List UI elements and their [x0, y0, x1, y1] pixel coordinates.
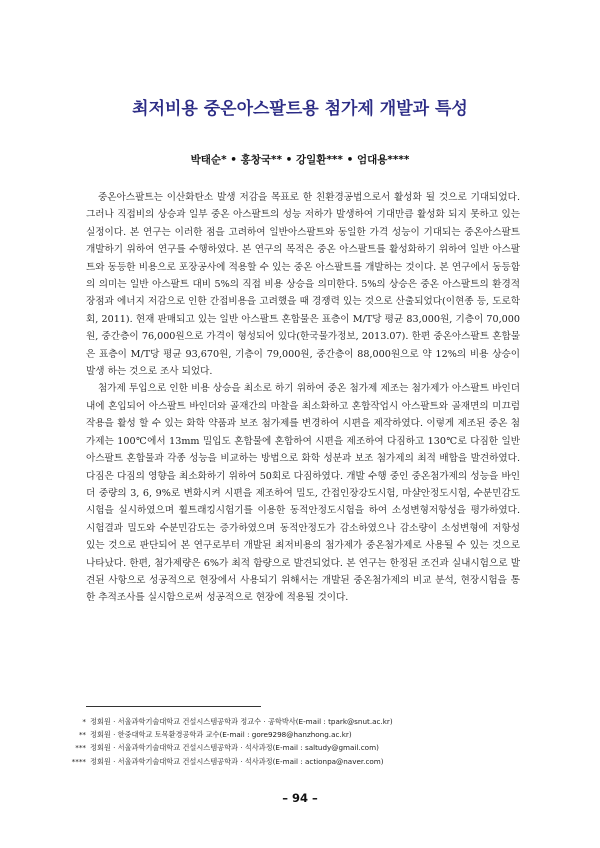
paper-title: 최저비용 중온아스팔트용 첨가제 개발과 특성: [132, 99, 468, 119]
footnote-mark: **: [78, 730, 86, 740]
abstract-paragraph: 중온아스팔트는 이산화탄소 발생 저감을 목표로 한 친환경공법으로서 활성화 될 것으로 기대되었다. 그러나 직접비의 상승과 일부 중온 아스팔트의 성능 저하가 발생하여 기대만큼 활성화 되지 못하고 있는 실정이다. 본 연구는 이러한 점을 고려하여 일반아스팔트와 동일한 가격 성능이 기대되는 중온아스팔트 개발하기 위하여 연구를 수행하였다. 본 연구의 목적은 중온 아스팔트를 활성화하기 위하여 일반 아스팔트와 동등한 비용으로 포장공사에 적용할 수 있는 중온 아스팔트를 개발하는 것이다. 본 연구에서 동등함의 의미는 일반 아스팔트 대비 5%의 직접 비용 상승을 의미한다. 5%의 상승은 중온 아스팔트의 환경적 장점과 에너지 저감으로 인한 간접비용을 고려했을 때 경쟁력 있는 것으로 산출되었다(이현종 등, 도로학회, 2011). 현재 판매되고 있는 일반 아스팔트 혼합물은 표층이 M/T당 평균 83,000원, 기층이 70,000원, 중간층이 76,000원으로 가격이 형성되어 있다(한국물가정보, 2013.07). 한편 중온아스팔트 혼합물은 표층이 M/T당 평균 93,670원, 기층이 79,000원, 중간층이 88,000원으로 약 12%의 비용 상승이 발생 하는 것으로 조사 되었다.: [86, 192, 520, 378]
footnote-text: 정회원 · 서울과학기술대학교 건설시스템공학과 · 석사과정(E-mail : actionpa@naver.com): [90, 756, 384, 766]
footnote-mark: *: [82, 717, 86, 726]
footnote-item: [60, 755, 530, 768]
footnotes: [60, 715, 530, 768]
footnote-text: 정회원 · 서울과학기술대학교 건설시스템공학과 · 석사과정(E-mail : saltudy@gmail.com): [90, 743, 379, 753]
footnote-mark: ***: [75, 743, 86, 753]
footnote-text: 정회원 · 서울과학기술대학교 건설시스템공학과 정교수 · 공학박사(E-mail : tpark@snut.ac.kr): [90, 717, 393, 726]
footnote-item: [60, 728, 530, 741]
author-list: 박태순* • 홍창국** • 강일환*** • 엄대용****: [190, 154, 410, 166]
abstract-paragraph: 첨가제 투입으로 인한 비용 상승을 최소로 하기 위하여 중온 첨가제 제조는 첨가제가 아스팔트 바인더 내에 혼입되어 아스팔트 바인더와 골재간의 마찰을 최소화하고 혼합작업시 아스팔트와 골재면의 미끄럼 작용을 활성 할 수 있는 화학 약품과 보조 첨가제를 변경하여 시편을 제작하였다. 이렇게 제조된 중온 첨가제는 100℃에서 13mm 밀입도 혼합물에 혼합하여 시편을 제조하여 다짐하고 130℃로 다짐한 일반아스팔트 혼합물과 각종 성능을 비교하는 방법으로 화학 성분과 보조 첨가제의 최적 배합을 발견하였다. 다짐은 다짐의 영향을 최소화하기 위하여 50회로 다짐하였다. 개발 수행 중인 중온첨가제의 성능을 바인더 중량의 3, 6, 9%로 변화시켜 시편을 제조하여 밀도, 간접인장강도시험, 마샬안정도시험, 수분민감도시험을 실시하였으며 휠트래킹시험기를 이용한 동적안정도시험을 하여 소성변형저항성을 평가하였다. 시험결과 밀도와 수분민감도는 증가하였으며 동적안정도가 감소하였으나 감소량이 소성변형에 저항성 있는 것으로 판단되어 본 연구로부터 개발된 최저비용의 첨가제가 중온첨가제로 사용될 수 있는 것으로 나타났다. 한편, 첨가제량은 6%가 최적 함량으로 발견되었다. 본 연구는 한정된 조건과 실내시험으로 발견된 사항으로 성공적으로 현장에서 사용되기 위해서는 개발된 중온첨가제의 비교 분석, 현장시험을 통한 추적조사를 실시함으로써 성공적으로 현장에 적용될 것이다.: [86, 383, 520, 604]
page-number: – 94 –: [282, 791, 318, 805]
footnote-mark: ****: [71, 756, 86, 766]
footnote-item: [60, 741, 530, 754]
footnote-item: [60, 715, 530, 728]
abstract-body: [86, 189, 520, 607]
footnote-divider: [86, 706, 261, 707]
footnote-text: 정회원 · 한중대학교 토목환경공학과 교수(E-mail : gore9298@hanzhong.ac.kr): [90, 730, 352, 740]
